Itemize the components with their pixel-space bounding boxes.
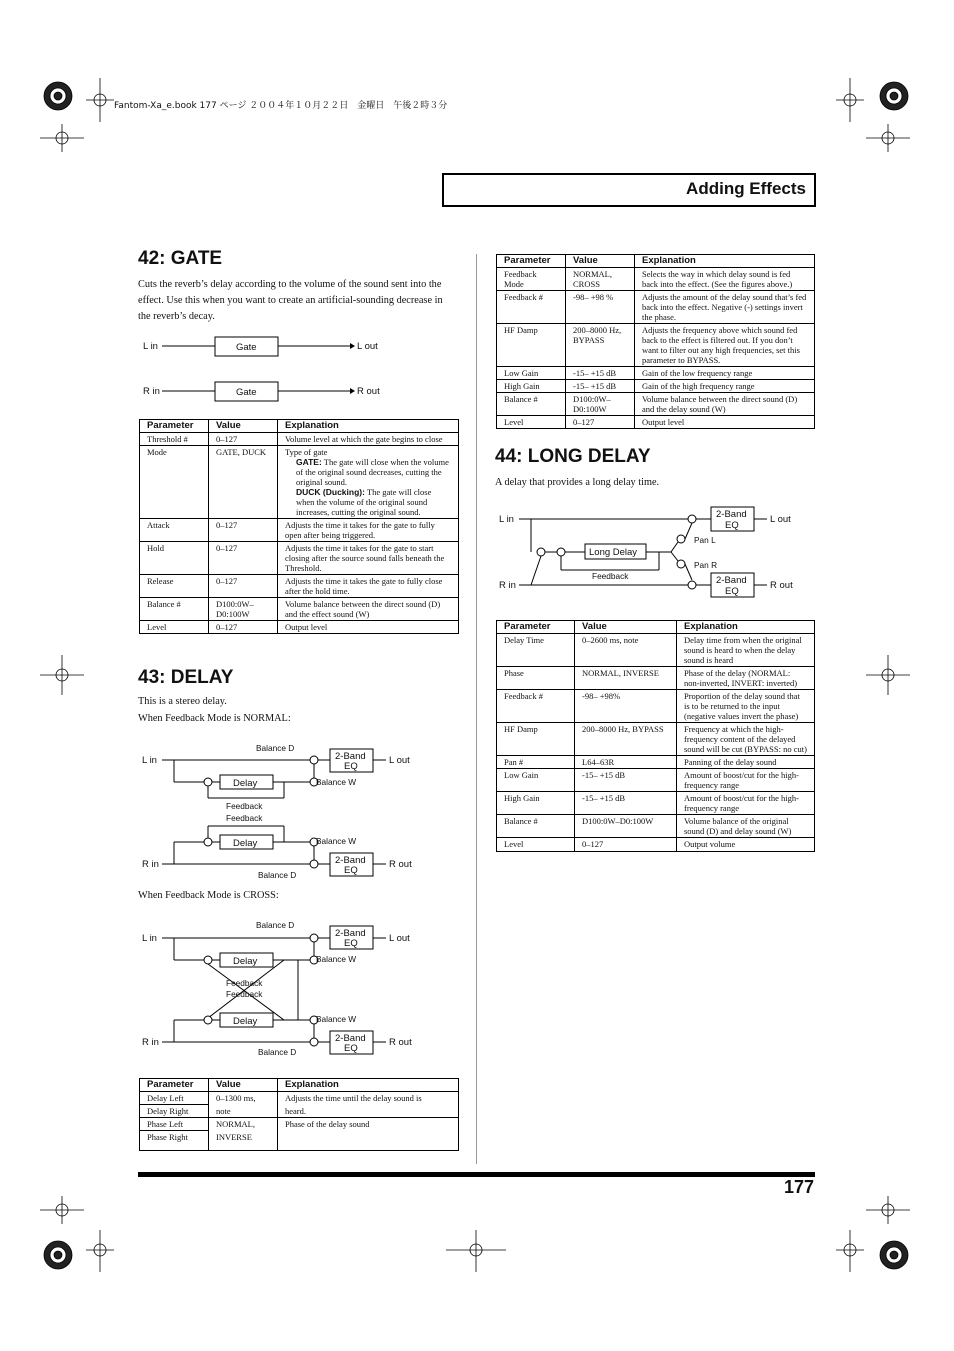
page-number: 177 xyxy=(783,1177,814,1197)
svg-text:EQ: EQ xyxy=(725,586,739,597)
svg-text:EQ: EQ xyxy=(344,865,358,876)
svg-text:Balance D: Balance D xyxy=(256,743,295,753)
svg-text:L out: L out xyxy=(770,514,791,525)
table-row: High Gain -15– +15 dB Amount of boost/cut for the high-frequency range xyxy=(497,792,815,815)
table-row: Phase Left NORMAL, Phase of the delay sound xyxy=(140,1118,459,1131)
table-row: Release 0–127 Adjusts the time it takes the gate to fully close after the hold time. xyxy=(140,575,459,598)
svg-text:L in: L in xyxy=(499,514,514,525)
delay-normal-caption: When Feedback Mode is NORMAL: xyxy=(138,713,291,724)
svg-text:L out: L out xyxy=(389,755,410,766)
gate-r-out: R out xyxy=(357,386,380,397)
delay-cross-caption: When Feedback Mode is CROSS: xyxy=(138,890,279,901)
svg-text:Balance D: Balance D xyxy=(258,1047,297,1057)
print-header: Fantom-Xa_e.book 177 ページ ２００４年１０月２２日 金曜日 午後２時３分 xyxy=(114,101,448,111)
svg-text:Delay: Delay xyxy=(233,956,258,967)
svg-text:R out: R out xyxy=(770,580,793,591)
long-delay-title: 44: LONG DELAY xyxy=(495,446,651,467)
svg-text:Delay: Delay xyxy=(233,778,258,789)
svg-text:2-Band: 2-Band xyxy=(716,509,747,520)
svg-text:2-Band: 2-Band xyxy=(335,751,366,762)
gate-title: 42: GATE xyxy=(138,248,223,269)
svg-text:Balance W: Balance W xyxy=(316,1014,357,1024)
delay-normal-diagram xyxy=(138,738,438,886)
delay-title: 43: DELAY xyxy=(138,667,234,688)
long-delay-description: A delay that provides a long delay time. xyxy=(495,477,660,488)
table-row: HF Damp 200–8000 Hz, BYPASS Frequency at which the high-frequency content of the delayed sound will be cut (BYPASS: no cut) xyxy=(497,723,815,756)
long-delay-diagram xyxy=(495,500,815,605)
delay-intro: This is a stereo delay. xyxy=(138,696,227,707)
svg-text:Pan L: Pan L xyxy=(694,535,716,545)
svg-text:R in: R in xyxy=(142,1037,159,1048)
delay-parameter-table xyxy=(139,1078,459,1151)
table-header-row: Parameter Value Explanation xyxy=(140,1079,459,1092)
table-row: Level 0–127 Output volume xyxy=(497,838,815,852)
table-row: Low Gain -15– +15 dB Gain of the low frequency range xyxy=(497,367,815,380)
table-row: Hold 0–127 Adjusts the time it takes for the gate to start closing after the source sound falls beneath the Threshold. xyxy=(140,542,459,575)
svg-text:Feedback: Feedback xyxy=(226,989,263,999)
svg-text:EQ: EQ xyxy=(725,520,739,531)
svg-text:L in: L in xyxy=(142,755,157,766)
col-value: Value xyxy=(209,420,278,433)
svg-text:R out: R out xyxy=(389,1037,412,1048)
table-header-row: Parameter Value Explanation xyxy=(497,255,815,268)
col-parameter: Parameter xyxy=(140,420,209,433)
svg-text:L out: L out xyxy=(389,933,410,944)
footer-rule xyxy=(138,1172,815,1177)
svg-text:Feedback: Feedback xyxy=(226,801,263,811)
gate-box-r: Gate xyxy=(236,387,257,398)
table-row: Mode GATE, DUCK Type of gate GATE: The gate will close when the volume of the original sound decreases, cutting the original sound. DUCK (Ducking): The gate will close when the volume of the original sound increases, cutting the original sound. xyxy=(140,446,459,519)
gate-parameter-table xyxy=(139,419,459,634)
col-explanation: Explanation xyxy=(278,420,459,433)
svg-text:Balance W: Balance W xyxy=(316,836,357,846)
section-header-bar xyxy=(442,173,816,207)
delay-parameter-table-continued xyxy=(496,254,815,429)
table-row: Balance # D100:0W–D0:100W Volume balance between the direct sound (D) and the delay sound (W) xyxy=(497,393,815,416)
delay-cross-diagram xyxy=(138,915,438,1063)
table-header-row: Parameter Value Explanation xyxy=(497,621,815,634)
table-row: Pan # L64–63R Panning of the delay sound xyxy=(497,756,815,769)
svg-text:L in: L in xyxy=(142,933,157,944)
table-row: Balance # D100:0W–D0:100W Volume balance of the original sound (D) and delay sound (W) xyxy=(497,815,815,838)
svg-text:Balance W: Balance W xyxy=(316,954,357,964)
gate-box-l: Gate xyxy=(236,342,257,353)
svg-text:EQ: EQ xyxy=(344,1043,358,1054)
table-row: Level 0–127 Output level xyxy=(140,621,459,634)
svg-text:Feedback: Feedback xyxy=(226,813,263,823)
svg-text:Pan R: Pan R xyxy=(694,560,718,570)
gate-description: Cuts the reverb’s delay according to the volume of the sound sent into the effect. Use this when you want to create an artificial-sounding decrease in the reverb’s decay. xyxy=(138,279,443,322)
svg-text:R in: R in xyxy=(499,580,516,591)
svg-text:2-Band: 2-Band xyxy=(716,575,747,586)
svg-text:R out: R out xyxy=(389,859,412,870)
svg-text:2-Band: 2-Band xyxy=(335,928,366,939)
svg-text:Long Delay: Long Delay xyxy=(589,547,638,558)
table-row: Delay Right note heard. xyxy=(140,1105,459,1118)
svg-text:R in: R in xyxy=(142,859,159,870)
svg-text:EQ: EQ xyxy=(344,938,358,949)
section-title: Adding Effects xyxy=(686,179,806,198)
svg-text:2-Band: 2-Band xyxy=(335,855,366,866)
table-row: Low Gain -15– +15 dB Amount of boost/cut for the high-frequency range xyxy=(497,769,815,792)
svg-text:Balance W: Balance W xyxy=(316,777,357,787)
table-header-row xyxy=(140,420,459,433)
table-row: HF Damp 200–8000 Hz, BYPASS Adjusts the frequency above which sound fed back to the effect is filtered out. If you don’t want to filter out any high frequencies, set this parameter to BYPASS. xyxy=(497,324,815,367)
table-row: Phase Right INVERSE xyxy=(140,1131,459,1151)
table-row: High Gain -15– +15 dB Gain of the high frequency range xyxy=(497,380,815,393)
svg-text:EQ: EQ xyxy=(344,761,358,772)
column-divider xyxy=(476,254,477,1164)
table-row: Feedback # -98– +98 % Adjusts the amount of the delay sound that’s fed back into the effect. Negative (-) settings invert the phase. xyxy=(497,291,815,324)
svg-text:Balance D: Balance D xyxy=(258,870,297,880)
gate-l-in: L in xyxy=(143,341,158,352)
table-row: Level 0–127 Output level xyxy=(497,416,815,429)
table-row: Threshold # 0–127 Volume level at which the gate begins to close xyxy=(140,433,459,446)
table-row: Delay Time 0–2600 ms, note Delay time from when the original sound is heard to when the delay sound is heard xyxy=(497,634,815,667)
table-row: Phase NORMAL, INVERSE Phase of the delay (NORMAL: non-inverted, INVERT: inverted) xyxy=(497,667,815,690)
svg-text:Balance D: Balance D xyxy=(256,920,295,930)
table-row: Feedback Mode NORMAL, CROSS Selects the way in which delay sound is fed back into the effect. (See the figures above.) xyxy=(497,268,815,291)
svg-text:2-Band: 2-Band xyxy=(335,1033,366,1044)
table-row: Attack 0–127 Adjusts the time it takes for the gate to fully open after being triggered. xyxy=(140,519,459,542)
table-row: Delay Left 0–1300 ms, Adjusts the time until the delay sound is xyxy=(140,1092,459,1105)
svg-text:Feedback: Feedback xyxy=(226,978,263,988)
table-row: Feedback # -98– +98% Proportion of the delay sound that is to be returned to the input (negative values invert the phase) xyxy=(497,690,815,723)
svg-text:Delay: Delay xyxy=(233,838,258,849)
gate-diagram xyxy=(138,332,468,412)
svg-text:Delay: Delay xyxy=(233,1016,258,1027)
svg-text:Feedback: Feedback xyxy=(592,571,629,581)
gate-l-out: L out xyxy=(357,341,378,352)
long-delay-parameter-table xyxy=(496,620,815,852)
table-row: Balance # D100:0W–D0:100W Volume balance between the direct sound (D) and the effect sound (W) xyxy=(140,598,459,621)
gate-r-in: R in xyxy=(143,386,160,397)
